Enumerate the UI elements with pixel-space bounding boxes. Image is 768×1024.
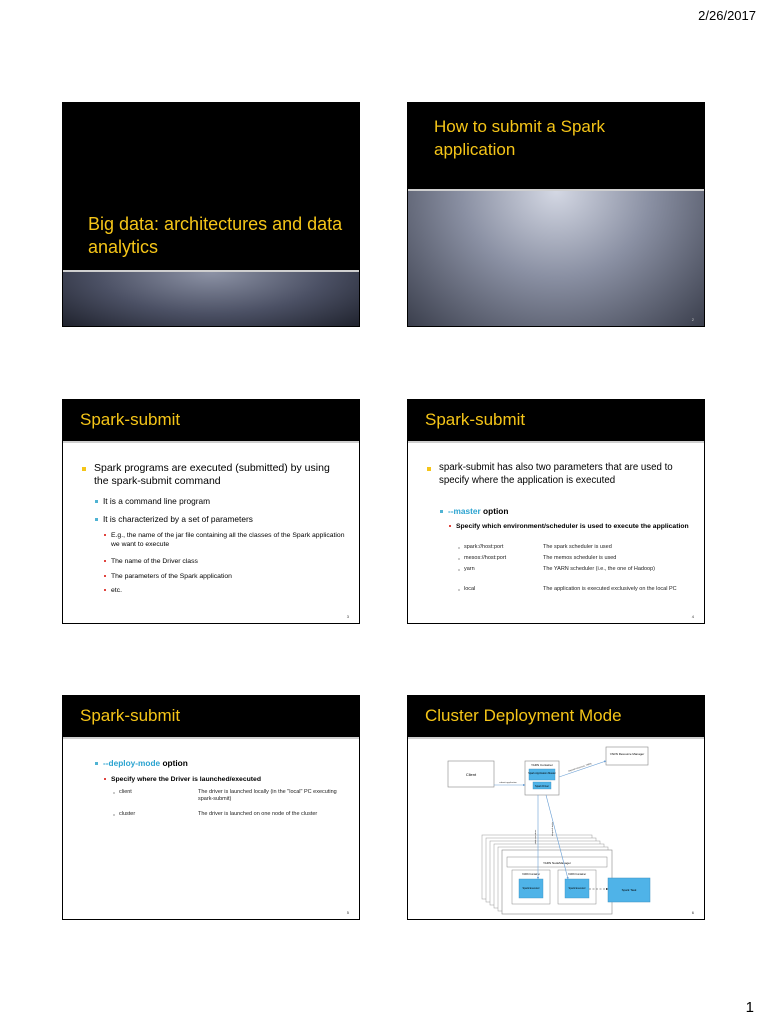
slide-1-gradient-band: [63, 270, 359, 326]
slide-2-header: [408, 103, 704, 189]
deploy-value-key: cluster: [119, 811, 136, 817]
bullet-level2: It is a command line program: [103, 496, 210, 506]
slide-6-thumbnail: [407, 695, 705, 920]
bullet-level2: It is characterized by a set of parameters: [103, 514, 253, 524]
slide-3-number: 3: [346, 614, 349, 619]
slide-6-title: Cluster Deployment Mode: [425, 706, 622, 725]
bullet-marker: [427, 467, 431, 471]
bullet-marker: [104, 534, 106, 536]
spark-task-label: Spark Task: [621, 888, 637, 892]
bullet-marker: [458, 558, 460, 560]
option-suffix: option: [160, 758, 188, 768]
deploy-value-desc: The driver is launched on one node of the cluster: [198, 811, 318, 817]
client-label: Client: [465, 772, 477, 777]
executor-container-a-label: YARN Container: [521, 873, 541, 876]
bullet-marker: [113, 814, 115, 816]
slide-6-number: 6: [691, 910, 694, 915]
bullet-level3: E.g., the name of the jar file containing all the classes of the Spark application we want to execute: [111, 532, 345, 548]
slide-1-thumbnail: [62, 102, 360, 327]
master-option-keyword: --master: [448, 506, 481, 516]
bullet-level1: Spark programs are executed (submitted) by using the spark-submit command: [94, 462, 330, 487]
slide-5-title-bar: [63, 696, 359, 737]
bullet-marker: [95, 762, 98, 765]
deploy-value-desc: The driver is launched locally (in the "local" PC executing spark-submit): [198, 789, 337, 802]
print-date: 2/26/2017: [698, 8, 756, 23]
driver-container-label: YARN Container: [531, 763, 553, 767]
slide-5-content: [63, 737, 359, 919]
request-arrow-label: request resources, YARN: [567, 763, 593, 773]
bullet-marker: [95, 500, 98, 503]
bullet-level3: The parameters of the Spark application: [111, 573, 232, 580]
slide-3-title: Spark-submit: [80, 410, 181, 429]
bullet-marker: [104, 560, 106, 562]
option-suffix: option: [480, 506, 509, 516]
slide-3-content: [63, 441, 359, 623]
app-master-label: Spark Application Master: [528, 772, 556, 775]
spark-executor-b-label: Spark Executor: [568, 887, 586, 890]
bullet-marker: [458, 589, 460, 591]
bullet-marker: [449, 525, 451, 527]
bullet-marker: [113, 792, 115, 794]
launch-arrow-label: start executors: [535, 829, 537, 845]
request-arrow: [559, 761, 606, 777]
submit-arrow-label: submit application: [499, 782, 517, 784]
master-value-desc: The YARN scheduler (i.e., the one of Hadoop): [543, 566, 655, 572]
bullet-marker: [104, 575, 106, 577]
slide-3-title-bar: [63, 400, 359, 441]
spark-executor-a-label: Spark Executor: [522, 887, 540, 890]
master-value-desc: The spark scheduler is used: [543, 544, 612, 550]
executor-container-b-label: YARN Container: [567, 873, 587, 876]
slide-4-title: Spark-submit: [425, 410, 526, 429]
spark-driver-label: Spark Driver: [535, 785, 549, 788]
bullet-marker: [95, 518, 98, 521]
master-value-key: local: [464, 586, 476, 592]
resource-manager-label: YARN Resource Manager: [609, 752, 645, 756]
master-value-desc: The memos scheduler is used: [543, 555, 617, 561]
slide-4-number: 4: [691, 614, 694, 619]
master-value-key: yarn: [464, 566, 475, 572]
bullet-level3: Specify which environment/scheduler is used to execute the application: [456, 523, 689, 530]
handout-page-number: 1: [745, 999, 754, 1016]
bullet-level1: spark-submit has also two parameters that are used to specify where the application is executed: [439, 462, 673, 486]
bullet-level3: Specify where the Driver is launched/executed: [111, 776, 261, 783]
slide-2-thumbnail: [407, 102, 705, 327]
master-value-key: spark://host:port: [464, 544, 504, 550]
slide-1-title: Big data: architectures and data analytics: [88, 214, 343, 257]
slide-5-thumbnail: [62, 695, 360, 920]
slide-2-gradient-body: [408, 189, 704, 326]
bullet-marker: [458, 569, 460, 571]
slide-4-content: [408, 441, 704, 623]
bullet-level3: The name of the Driver class: [111, 558, 198, 565]
bullet-marker: [104, 589, 106, 591]
slide-4-thumbnail: [407, 399, 705, 624]
master-option-line: [448, 506, 690, 517]
resource-manager-box: [606, 747, 648, 765]
slide-2-number: 2: [691, 317, 694, 322]
deploy-value-key: client: [119, 789, 132, 795]
slide-4-title-bar: [408, 400, 704, 441]
master-value-key: mesos://host:port: [464, 555, 507, 561]
node-manager-label: YARN NodeManager: [543, 861, 571, 865]
slide-6-title-bar: [408, 696, 704, 737]
slide-5-title: Spark-submit: [80, 706, 181, 725]
slide-2-title: How to submit a Spark application: [434, 117, 606, 159]
bullet-marker: [440, 510, 443, 513]
bullet-marker: [458, 547, 460, 549]
bullet-marker: [82, 467, 86, 471]
slide-3-thumbnail: [62, 399, 360, 624]
cluster-deployment-diagram: [408, 739, 705, 919]
deploy-mode-keyword: --deploy-mode: [103, 758, 161, 768]
bullet-marker: [104, 778, 106, 780]
master-value-desc: The application is executed exclusively on the local PC: [543, 586, 677, 592]
deploy-mode-option-line: [103, 758, 345, 769]
slide-5-number: 5: [346, 910, 349, 915]
bullet-level3: etc.: [111, 587, 122, 594]
dispatch-arrow-label: dispatch tasks: [552, 822, 554, 836]
